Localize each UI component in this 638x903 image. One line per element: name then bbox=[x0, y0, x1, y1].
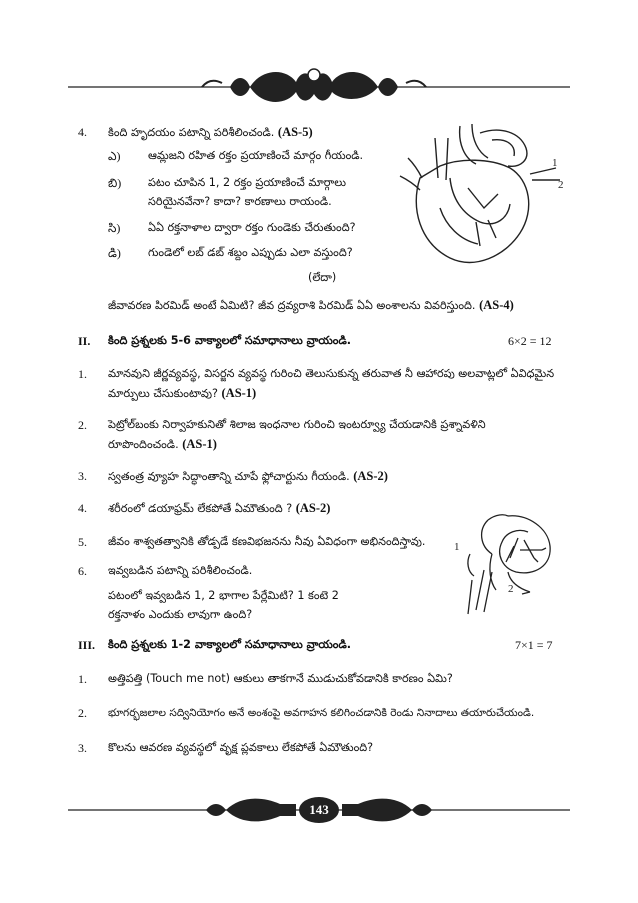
s2-q2-tag: (AS-1) bbox=[182, 437, 217, 451]
s2-q4-line bbox=[108, 500, 330, 517]
s2-q3-line bbox=[108, 468, 388, 485]
s2-q3-number: 3. bbox=[78, 469, 87, 483]
s3-q1-number: 1. bbox=[78, 672, 87, 686]
s3-q3-text: కొలను ఆవరణ వ్యవస్థలో వృక్ష ప్లవకాలు లేకపోతే ఏమౌతుంది? bbox=[108, 741, 374, 754]
q4-part-a-label: ఎ) bbox=[108, 149, 121, 163]
q4-tag: (AS-5) bbox=[277, 125, 313, 139]
s2-q1-tag: (AS-1) bbox=[221, 386, 257, 400]
heart-diagram bbox=[380, 118, 570, 278]
s2-q4-number: 4. bbox=[78, 501, 87, 515]
s2-q4-tag: (AS-2) bbox=[295, 501, 331, 515]
q4-part-b-text-cont: సరియైనవేనా? కాదా? కారణాలు రాయండి. bbox=[148, 195, 332, 208]
s2-q6-line3: రక్తనాళం ఎందుకు లావుగా ఉంది? bbox=[108, 608, 253, 621]
nephron-label-2: 2 bbox=[508, 583, 514, 595]
heart-label-2: 2 bbox=[558, 179, 564, 191]
section-3-heading: కింది ప్రశ్నలకు 1-2 వాక్యాలలో సమాధానాలు వ్రాయండి. bbox=[108, 638, 351, 651]
nephron-diagram bbox=[448, 510, 578, 618]
s2-q6-line2: పటంలో ఇవ్వబడిన 1, 2 భాగాల పేర్లేమిటి? 1 కంటె 2 bbox=[108, 589, 339, 602]
or-separator: (లేదా) bbox=[308, 271, 337, 284]
q4-number: 4. bbox=[78, 125, 87, 139]
s3-q2-number: 2. bbox=[78, 706, 87, 720]
s2-q2-number: 2. bbox=[78, 418, 87, 432]
s2-q5-text: జీవం శాశ్వతత్వానికి తోడ్పడే కణవిభజనను నీవు ఏవిధంగా అభినందిస్తావు. bbox=[108, 535, 426, 548]
s2-q1-line2-wrap bbox=[108, 385, 256, 402]
page-number: 143 bbox=[299, 797, 339, 823]
q4-alternative-tag: (AS-4) bbox=[479, 298, 514, 312]
q4-text: కింది హృదయం పటాన్ని పరిశీలించండి. bbox=[108, 126, 275, 139]
q4-part-d-text: గుండెలో లబ్ డబ్ శబ్దం ఎప్పుడు ఎలా వస్తుంది? bbox=[148, 246, 353, 259]
s2-q1-line1: మానవుని జీర్ణవ్యవస్థ, విసర్జన వ్యవస్థ గురించి తెలుసుకున్న తరువాత నీ ఆహారపు అలవాట్లలో ఏవిధమైన bbox=[108, 367, 555, 380]
s2-q6-number: 6. bbox=[78, 564, 87, 578]
q4-part-b-text: పటం చూపిన 1, 2 రక్తం ప్రయాణించే మార్గాలు bbox=[148, 176, 347, 189]
q4-part-c-label: సి) bbox=[108, 221, 121, 235]
q4-text-line bbox=[108, 124, 313, 141]
q4-part-d-label: డి) bbox=[108, 246, 121, 260]
s2-q3-tag: (AS-2) bbox=[353, 469, 388, 483]
section-2-number: II. bbox=[78, 334, 91, 348]
section-3-number: III. bbox=[78, 638, 96, 652]
s2-q4-text: శరీరంలో డయాఫ్రమ్ లేకపోతే ఏమౌతుంది ? bbox=[108, 502, 293, 515]
q4-part-a-text: ఆమ్లజని రహిత రక్తం ప్రయాణించే మార్గం గీయండి. bbox=[148, 149, 364, 162]
q4-part-c-text: ఏఏ రక్తనాళాల ద్వారా రక్తం గుండెకు చేరుతుంది? bbox=[148, 221, 356, 234]
q4-part-b-label: బి) bbox=[108, 176, 122, 190]
s3-q1-text: అత్తిపత్తి (Touch me not) ఆకులు తాకగానే ముడుచుకోవడానికి కారణం ఏమి? bbox=[108, 672, 453, 685]
q4-alternative-line bbox=[108, 297, 514, 314]
s2-q2-line1: పెట్రోల్‌బంకు నిర్వాహకునితో శిలాజ ఇంధనాల గురించి ఇంటర్వ్యూ చేయడానికి ప్రశ్నావళిని bbox=[108, 418, 486, 431]
s3-q2-text: భూగర్భజలాల సద్వినియోగం అనే అంశంపై అవగాహన కలిగించడానికి రెండు నినాదాలు తయారుచేయండి. bbox=[108, 707, 535, 719]
q4-alternative-text: జీవావరణ పిరమిడ్ అంటే ఏమిటి? జీవ ద్రవ్యరాశి పిరమిడ్ ఏఏ అంశాలను వివరిస్తుంది. bbox=[108, 299, 476, 312]
s2-q2-line2: రూపొందించండి. bbox=[108, 438, 179, 451]
s2-q1-number: 1. bbox=[78, 367, 87, 381]
section-2-marks: 6×2 = 12 bbox=[508, 334, 552, 348]
s3-q3-number: 3. bbox=[78, 741, 87, 755]
s2-q2-line2-wrap bbox=[108, 436, 217, 453]
s2-q3-text: స్వతంత్ర వ్యూహ సిద్ధాంతాన్ని చూపే ఫ్లోచార్టును గీయండి. bbox=[108, 470, 350, 483]
s2-q1-line2: మార్పులు చేసుకుంటావు? bbox=[108, 387, 218, 400]
s2-q6-line1: ఇవ్వబడిన పటాన్ని పరిశీలించండి. bbox=[108, 564, 253, 577]
top-ornament bbox=[0, 60, 638, 110]
heart-label-1: 1 bbox=[552, 157, 558, 169]
nephron-label-1: 1 bbox=[454, 541, 460, 553]
section-2-heading: కింది ప్రశ్నలకు 5-6 వాక్యాలలో సమాధానాలు వ్రాయండి. bbox=[108, 334, 351, 347]
section-3-marks: 7×1 = 7 bbox=[515, 638, 553, 652]
s2-q5-number: 5. bbox=[78, 535, 87, 549]
